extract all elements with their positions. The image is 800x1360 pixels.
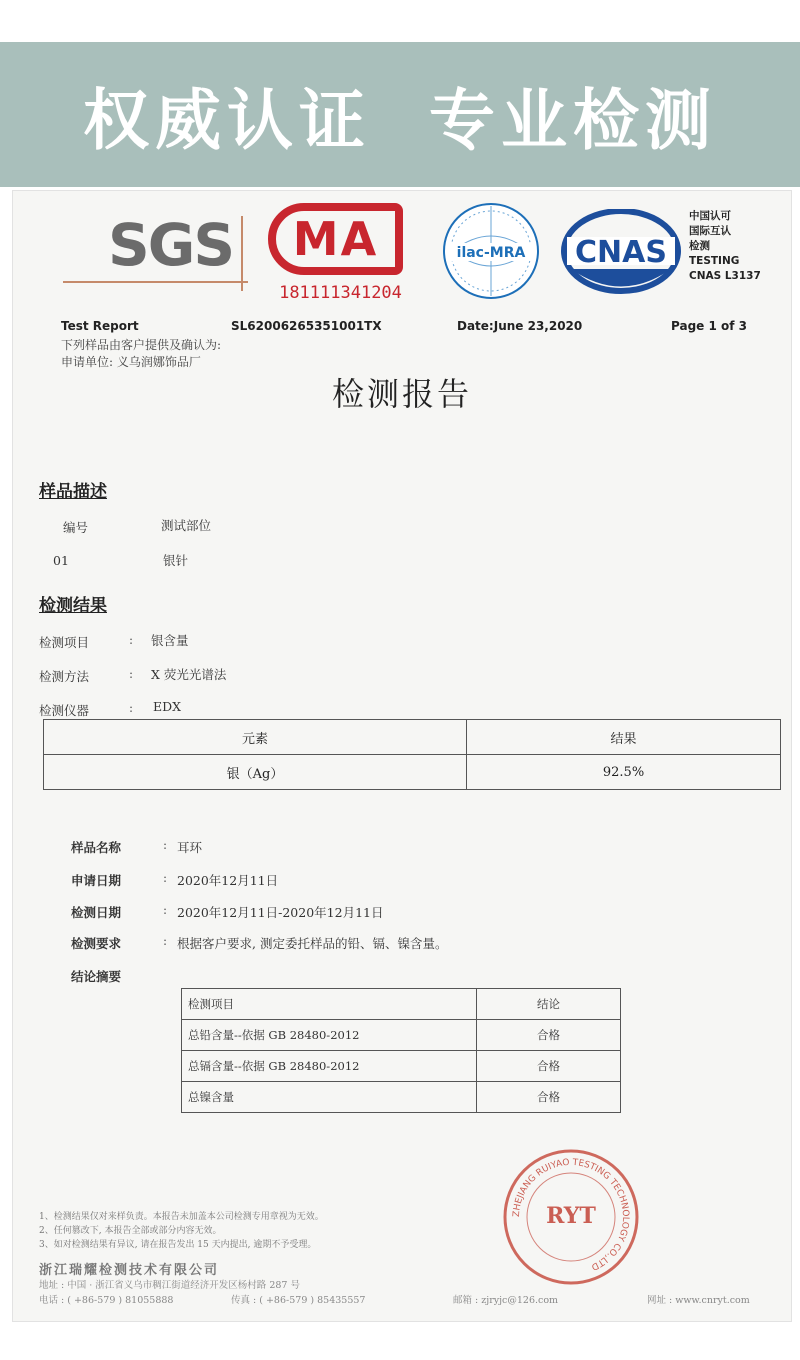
table-cell: 92.5%: [467, 755, 781, 790]
cnas-side-line: 国际互认: [689, 225, 731, 237]
cnas-side-line: 检测: [689, 240, 710, 252]
cnas-side-line: CNAS L3137: [689, 270, 761, 282]
table-row: [182, 1082, 621, 1113]
element-result-table: [43, 719, 781, 790]
table-row: [44, 755, 781, 790]
table-header: 结论: [477, 989, 621, 1020]
company-web: 网址 : www.cnryt.com: [647, 1295, 750, 1306]
banner-title: 权威认证 专业检测: [83, 82, 717, 159]
table-cell: 合格: [477, 1051, 621, 1082]
company-phone: 电话 : ( +86-579 ) 81055888: [39, 1295, 174, 1306]
sample-id: 01: [53, 553, 69, 568]
logo-row: [13, 191, 791, 316]
table-header: 元素: [44, 720, 467, 755]
info-value: 2020年12月11日: [177, 873, 279, 888]
table-cell: 总镉含量--依据 GB 28480-2012: [182, 1051, 477, 1082]
table-row: [182, 989, 621, 1020]
cma-logo: [268, 203, 413, 313]
info-value: 耳环: [177, 840, 203, 855]
banner: [0, 42, 800, 187]
table-row: [182, 1051, 621, 1082]
sample-part: 银针: [163, 553, 189, 568]
sgs-logo: [63, 211, 253, 281]
table-cell: 合格: [477, 1020, 621, 1051]
info-value: 2020年12月11日-2020年12月11日: [177, 905, 384, 920]
info-label: 检测日期: [71, 905, 122, 920]
table-header: 检测项目: [182, 989, 477, 1020]
footnote: 3、如对检测结果有异议, 请在报告发出 15 天内提出, 逾期不予受理。: [39, 1240, 317, 1250]
sample-col-part: 测试部位: [161, 518, 212, 533]
table-row: [44, 720, 781, 755]
sgs-logo-text: SGS: [108, 211, 234, 279]
page-number: Page 1 of 3: [671, 319, 747, 333]
table-cell: 总铅含量--依据 GB 28480-2012: [182, 1020, 477, 1051]
stamp-arc-text: ZHEJIANG RUIYAO TESTING TECHNOLOGY CO.,LTD: [511, 1157, 631, 1272]
result-value: EDX: [153, 699, 182, 714]
ilac-mra-logo: [441, 201, 541, 301]
result-label: 检测仪器: [39, 703, 90, 718]
certificate-document: SGS MA 181111341204 ilac-MRA CNAS 中国认可 国际互认 检测 TESTING CNAS L3137 Test Report SL62006265351001TX Date:June 23,2020 Page 1 of 3 下列样品由客户提供及确认为: 申请单位: 义乌润娜饰品厂 检测报告 样品描述 编号 测试部位 01 银针 检测结果 检测项目 : 银含量 检测方法 : X 荧光光谱法 检测仪器 : EDX 元素 结果 银（Ag） 92.5% 样品名称 : 耳环 申请日期 : 2020年12月11日 检测日期 : 2020年12月11日-2020年12月11日 检测要求 : 根据客户要求, 测定委托样品的铅、镉、镍含量。 结论摘要 检测项目 结论 总铅含量--依据 GB 28480-2012 合格 总镉含量--依据 GB 28480-2012 合格 总镍含量 合格 ZHEJIANG RUIYAO TESTING TECHNOLOGY CO.,LTD RYT 1、检测结果仅对来样负责。本报告未加盖本公司检测专用章视为无效。 2、任何篡改下, 本报告全部或部分内容无效。 3、如对检测结果有异议, 请在报告发出 15 天内提出, 逾期不予受理。 浙江瑞耀检测技术有限公司 地址 : 中国 · 浙江省义乌市稠江街道经济开发区杨村路 287 号 电话 : ( +86-579 ) 81055888 传真 : ( +86-579 ) 85435557 邮箱 : zjryjc@126.com 网址 : www.cnryt.com: [12, 190, 792, 1322]
info-value: 根据客户要求, 测定委托样品的铅、镉、镍含量。: [177, 936, 448, 951]
company-email: 邮箱 : zjryjc@126.com: [453, 1295, 559, 1306]
cnas-side-line: TESTING: [689, 255, 740, 267]
table-cell: 合格: [477, 1082, 621, 1113]
company-address: 地址 : 中国 · 浙江省义乌市稠江街道经济开发区杨村路 287 号: [39, 1280, 300, 1291]
stamp-center-text: RYT: [546, 1203, 596, 1229]
document-title: 检测报告: [331, 375, 472, 413]
sample-note: 下列样品由客户提供及确认为:: [61, 338, 222, 352]
info-label: 结论摘要: [71, 969, 122, 984]
applicant: 申请单位: 义乌润娜饰品厂: [61, 355, 201, 369]
info-label: 申请日期: [71, 873, 122, 888]
info-label: 检测要求: [71, 936, 122, 951]
cnas-logo-text: CNAS: [575, 235, 667, 270]
info-label: 样品名称: [71, 840, 122, 855]
table-header: 结果: [467, 720, 781, 755]
cnas-side-text: [689, 209, 789, 284]
cma-number: 181111341204: [279, 283, 402, 303]
cnas-side-line: 中国认可: [689, 210, 731, 222]
table-cell: 总镍含量: [182, 1082, 477, 1113]
table-row: [182, 1020, 621, 1051]
cnas-logo: [561, 209, 681, 294]
company-name: 浙江瑞耀检测技术有限公司: [39, 1263, 220, 1278]
footnote: 1、检测结果仅对来样负责。本报告未加盖本公司检测专用章视为无效。: [39, 1212, 324, 1222]
results-heading: 检测结果: [39, 596, 107, 616]
result-value: 银含量: [151, 633, 189, 648]
report-number: SL62006265351001TX: [231, 319, 382, 333]
sample-col-id: 编号: [63, 520, 89, 535]
ilac-logo-text: ilac-MRA: [456, 245, 526, 261]
company-stamp: [501, 1147, 641, 1287]
result-value: X 荧光光谱法: [151, 667, 227, 682]
footnote: 2、任何篡改下, 本报告全部或部分内容无效。: [39, 1226, 222, 1236]
result-label: 检测方法: [39, 669, 90, 684]
result-label: 检测项目: [39, 635, 90, 650]
report-date: Date:June 23,2020: [457, 319, 583, 333]
test-report-label: Test Report: [61, 319, 139, 333]
company-fax: 传真 : ( +86-579 ) 85435557: [231, 1295, 366, 1306]
conclusion-table: [181, 988, 621, 1113]
sample-heading: 样品描述: [39, 482, 107, 502]
cma-logo-text: MA: [292, 212, 379, 266]
table-cell: 银（Ag）: [44, 755, 467, 790]
